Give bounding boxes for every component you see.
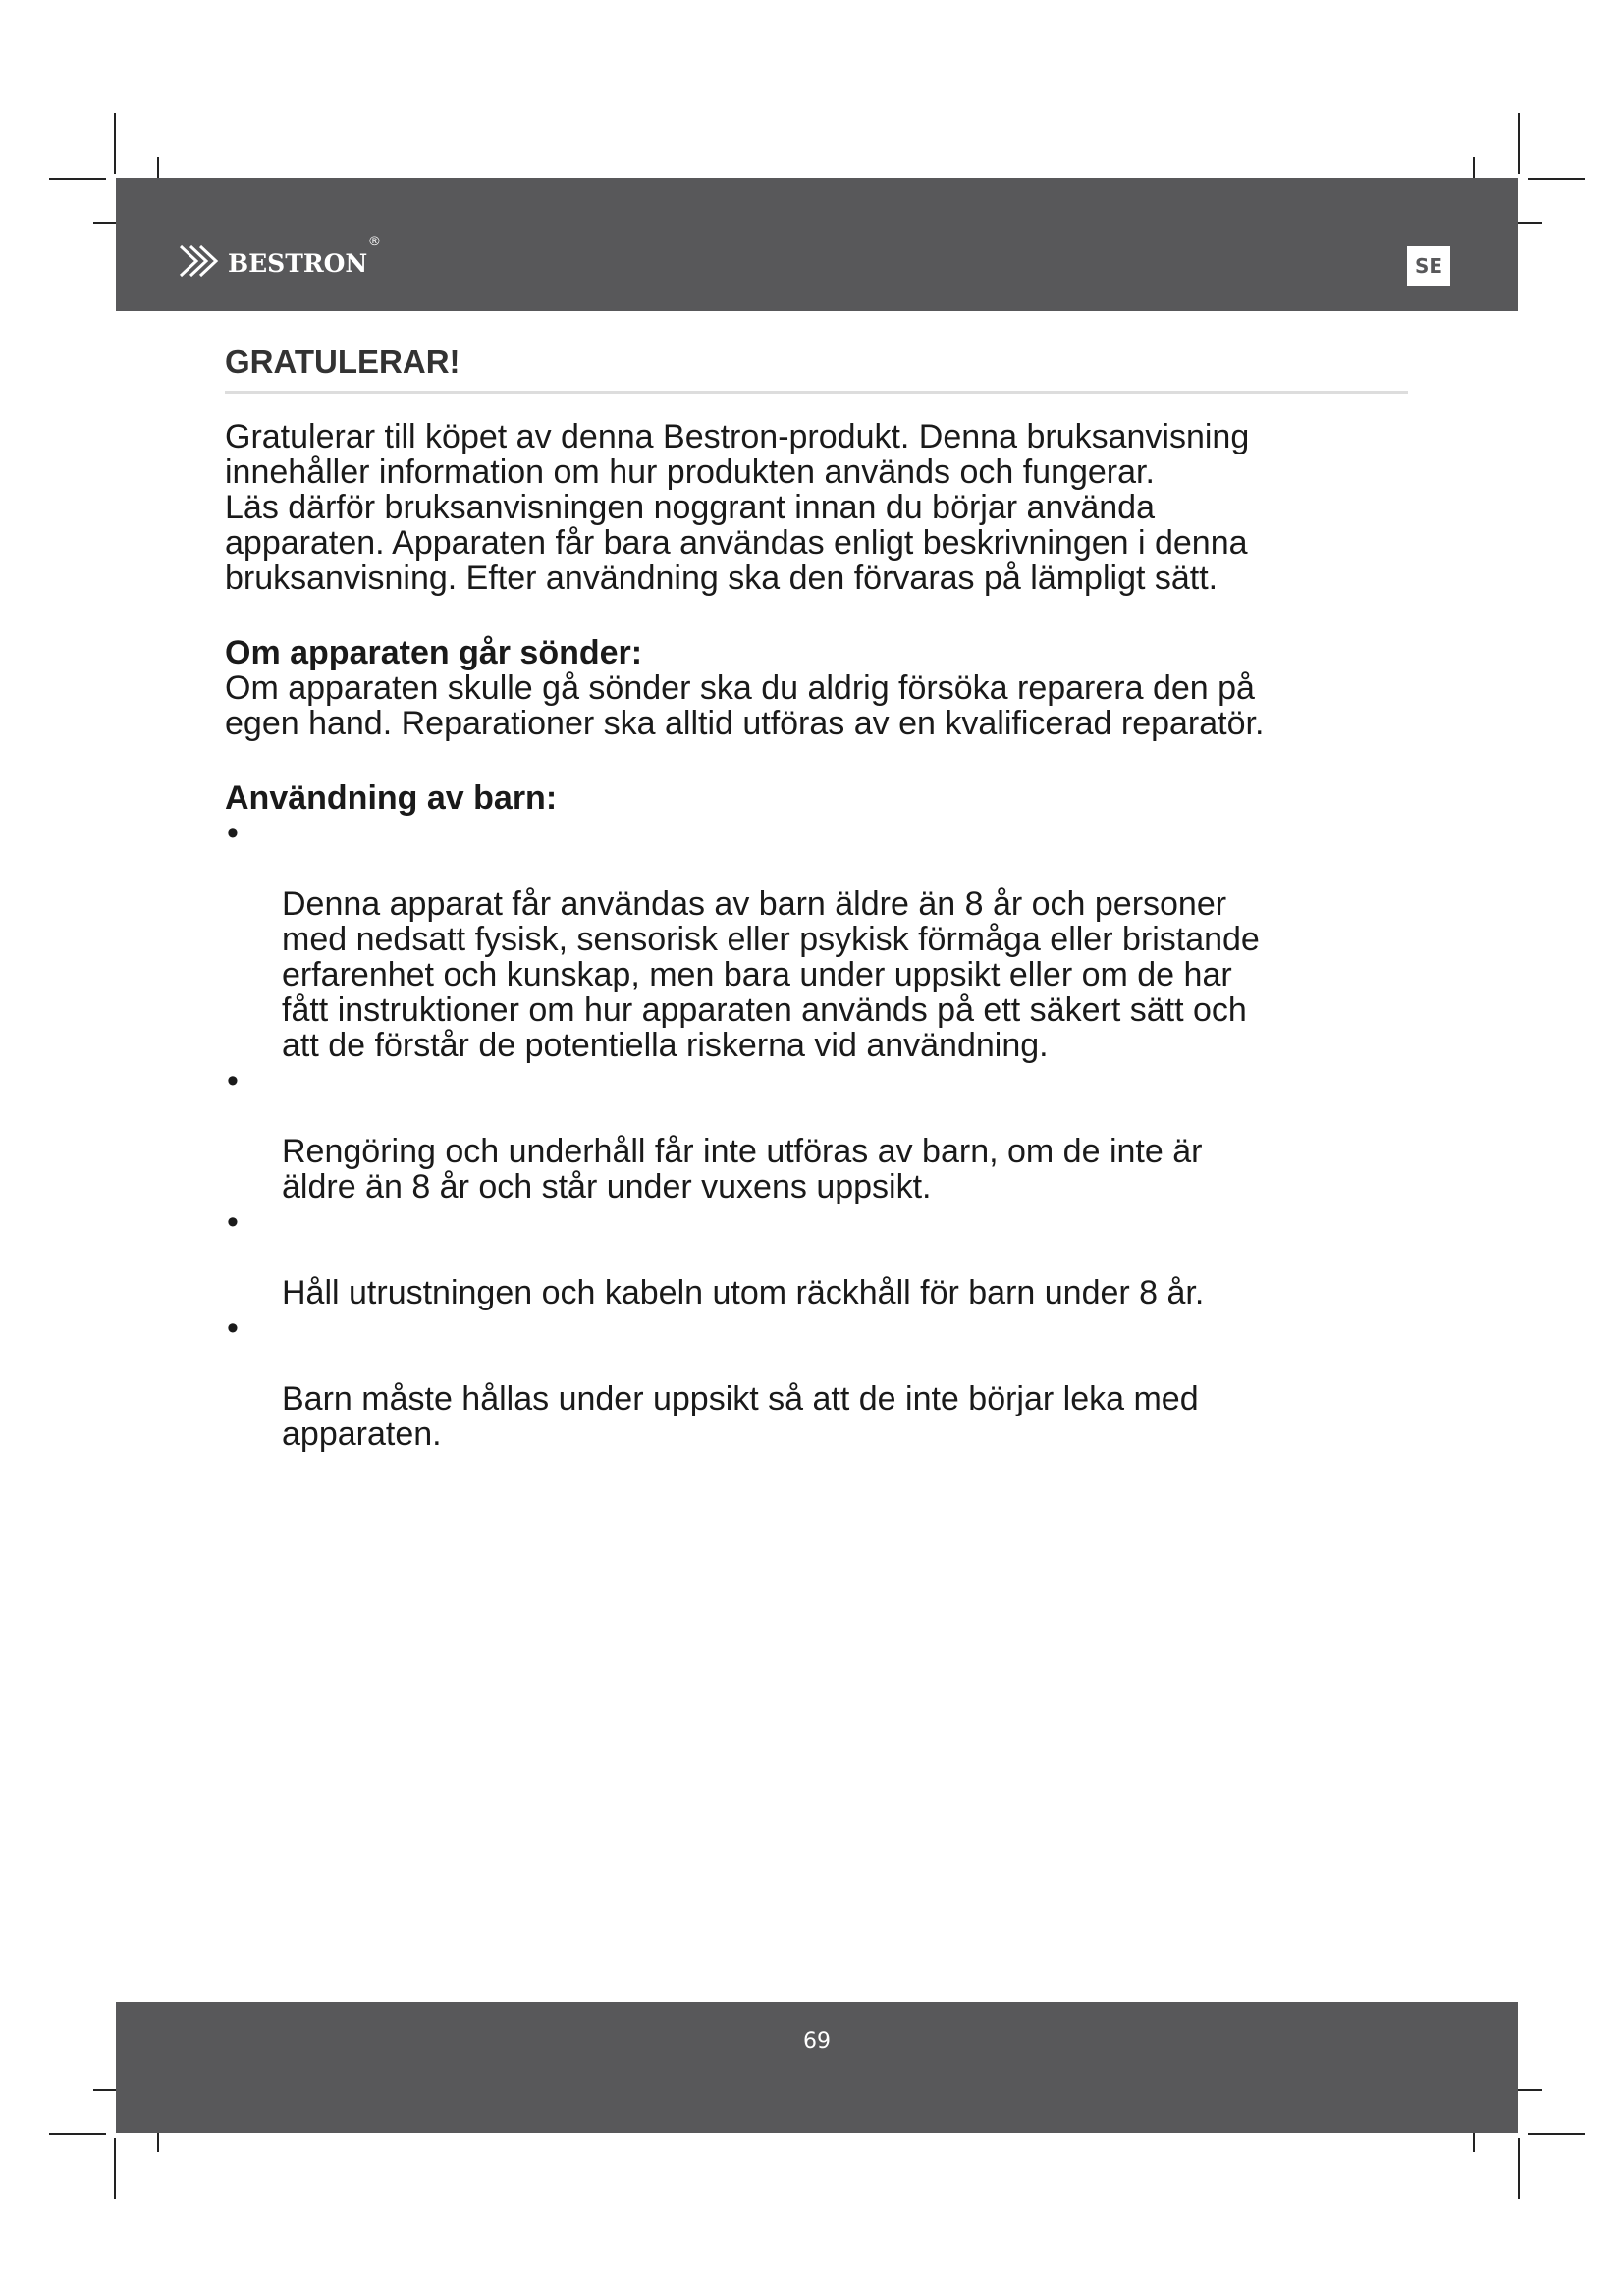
list-item-text: Håll utrustningen och kabeln utom räckhåll för barn under 8 år. bbox=[282, 1274, 1205, 1311]
section-body-repair: Om apparaten skulle gå sönder ska du aldrig försöka reparera den på egen hand. Reparationer ska alltid utföras av en kvalificerad reparatör. bbox=[225, 669, 1265, 742]
bullet-icon: • bbox=[227, 815, 239, 852]
bullet-icon: • bbox=[227, 1309, 239, 1347]
section-heading-repair: Om apparaten går sönder: bbox=[225, 634, 643, 671]
list-item bbox=[225, 1204, 1413, 1310]
registered-mark: ® bbox=[369, 233, 380, 248]
bullet-icon: • bbox=[227, 1062, 239, 1099]
list-item-text: Rengöring och underhåll får inte utföras av barn, om de inte är äldre än 8 år och står under vuxens uppsikt. bbox=[282, 1133, 1203, 1205]
brand-name: bestron bbox=[228, 240, 368, 281]
language-badge: SE bbox=[1407, 246, 1450, 286]
crop-mark bbox=[1518, 113, 1520, 174]
main-content bbox=[225, 344, 1413, 1452]
crop-mark bbox=[114, 113, 116, 174]
chevrons-icon bbox=[179, 244, 222, 278]
list-item-text: Denna apparat får användas av barn äldre än 8 år och personer med nedsatt fysisk, sensorisk eller psykisk förmåga eller bristande erfarenhet och kunskap, men bara under uppsikt eller om de har fått instruktioner om hur apparaten används på ett säkert sätt och att de förstår de potentiella riskerna vid användning. bbox=[282, 885, 1260, 1064]
list-item-text: Barn måste hållas under uppsikt så att de inte börjar leka med apparaten. bbox=[282, 1380, 1199, 1453]
crop-mark bbox=[1518, 2138, 1520, 2199]
page-number: 69 bbox=[803, 2029, 831, 2054]
intro-paragraph: Läs därför bruksanvisningen noggrant innan du börjar använda apparaten. Apparaten får bara användas enligt beskrivningen i denna bruksanvisning. Efter användning ska den förvaras på lämpligt sätt. bbox=[225, 489, 1248, 597]
crop-mark bbox=[1528, 178, 1585, 180]
footer-band bbox=[116, 2002, 1518, 2133]
crop-mark bbox=[114, 2138, 116, 2199]
crop-mark bbox=[1528, 2133, 1585, 2135]
bullet-icon: • bbox=[227, 1203, 239, 1241]
brand-logo bbox=[179, 233, 380, 281]
crop-mark bbox=[49, 178, 106, 180]
children-bullet-list bbox=[225, 816, 1413, 1452]
list-item bbox=[225, 1310, 1413, 1452]
section-heading-children: Användning av barn: bbox=[225, 779, 558, 817]
crop-mark bbox=[49, 2133, 106, 2135]
header-band bbox=[116, 178, 1518, 311]
list-item bbox=[225, 1063, 1413, 1204]
list-item bbox=[225, 816, 1413, 1063]
page-title: GRATULERAR! bbox=[225, 344, 1408, 394]
intro-paragraph: Gratulerar till köpet av denna Bestron-produkt. Denna bruksanvisning innehåller information om hur produkten används och fungerar. bbox=[225, 418, 1250, 491]
